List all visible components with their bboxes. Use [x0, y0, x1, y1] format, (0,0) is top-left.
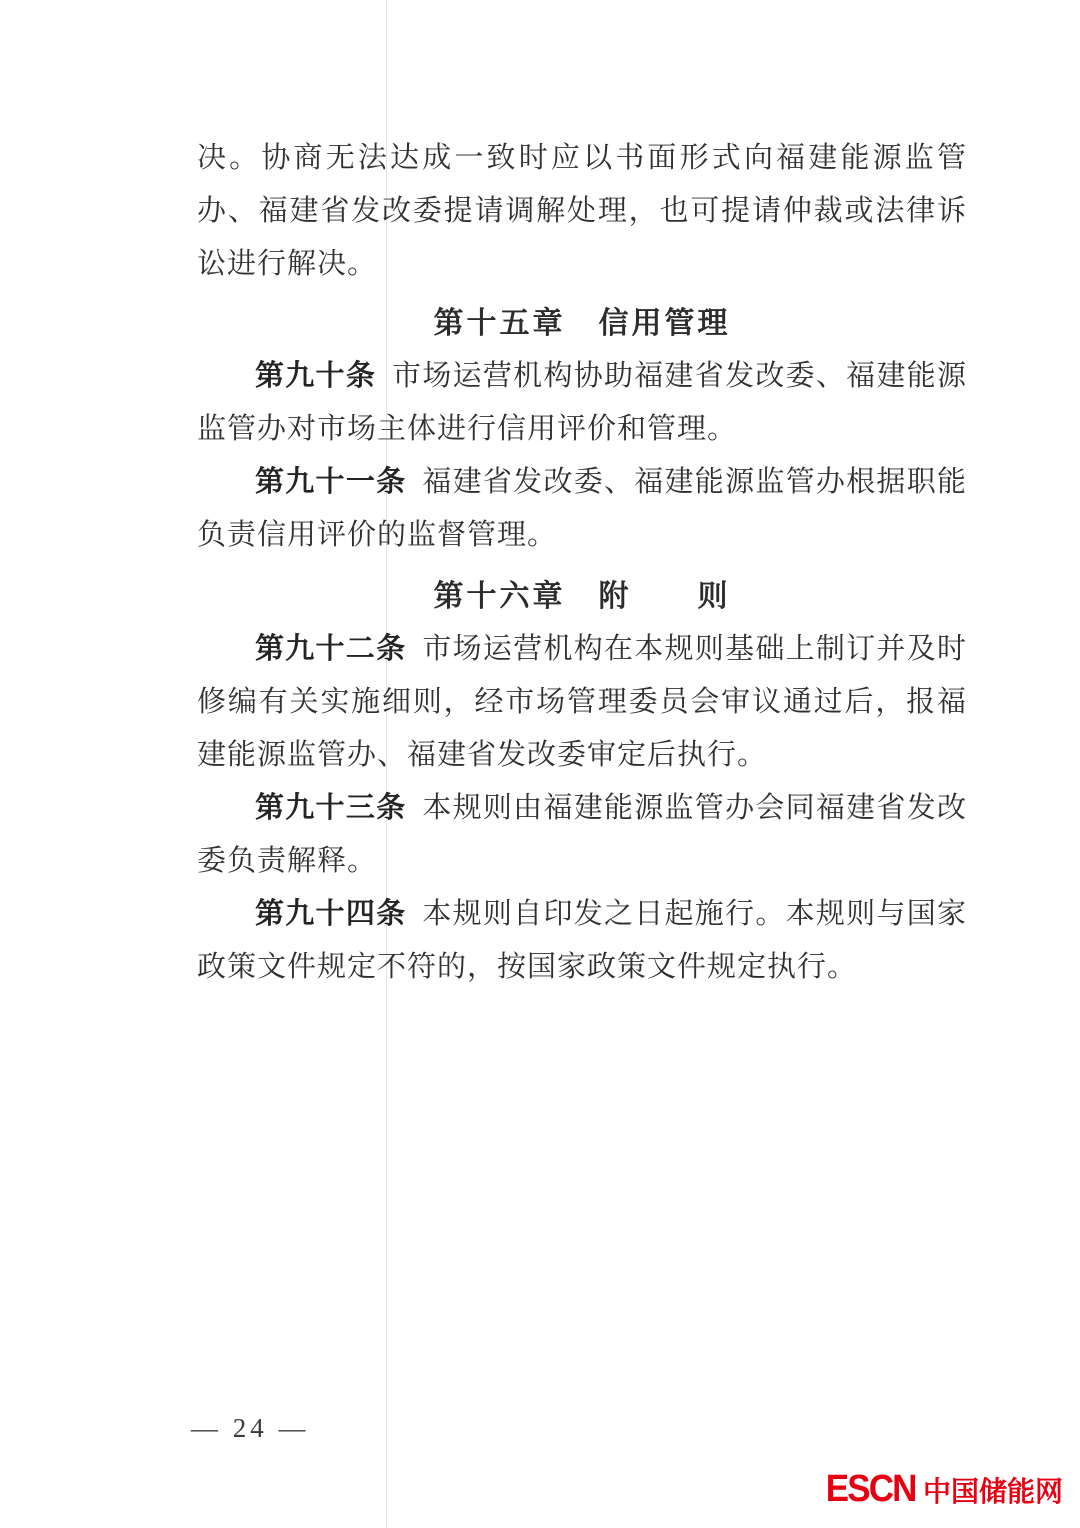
- article-90: [197, 350, 967, 456]
- page-content: [197, 132, 967, 994]
- article-90-number: 第九十条: [255, 360, 377, 392]
- chapter-heading-15: 第十五章 信用管理: [433, 307, 731, 340]
- escn-logo-chinese: 中国储能网: [922, 1476, 1063, 1507]
- article-93-number: 第九十三条: [255, 792, 407, 824]
- article-92-text: 市场运营机构在本规则基础上制订并及时修编有关实施细则，经市场管理委员会审议通过后，报福建能源监管办、福建省发改委审定后执行。: [197, 633, 967, 771]
- escn-logo-latin: ESCN: [826, 1468, 916, 1510]
- article-90-text: 市场运营机构协助福建省发改委、福建能源监管办对市场主体进行信用评价和管理。: [197, 360, 967, 445]
- chapter-heading-16: 第十六章 附 则: [433, 580, 731, 613]
- escn-logo: [818, 1468, 1063, 1511]
- article-94: [197, 888, 967, 994]
- article-91-text: 福建省发改委、福建能源监管办根据职能负责信用评价的监督管理。: [197, 466, 967, 551]
- page-number: — 24 —: [191, 1413, 310, 1443]
- article-92-number: 第九十二条: [255, 633, 407, 665]
- article-94-text: 本规则自印发之日起施行。本规则与国家政策文件规定不符的，按国家政策文件规定执行。: [197, 898, 967, 983]
- article-92: [197, 623, 967, 782]
- paragraph-continuation: 决。协商无法达成一致时应以书面形式向福建能源监管办、福建省发改委提请调解处理，也可提请仲裁或法律诉讼进行解决。: [197, 142, 967, 280]
- article-93: [197, 782, 967, 888]
- article-93-text: 本规则由福建能源监管办会同福建省发改委负责解释。: [197, 792, 967, 877]
- article-94-number: 第九十四条: [255, 898, 407, 930]
- article-91-number: 第九十一条: [255, 466, 407, 498]
- article-91: [197, 456, 967, 562]
